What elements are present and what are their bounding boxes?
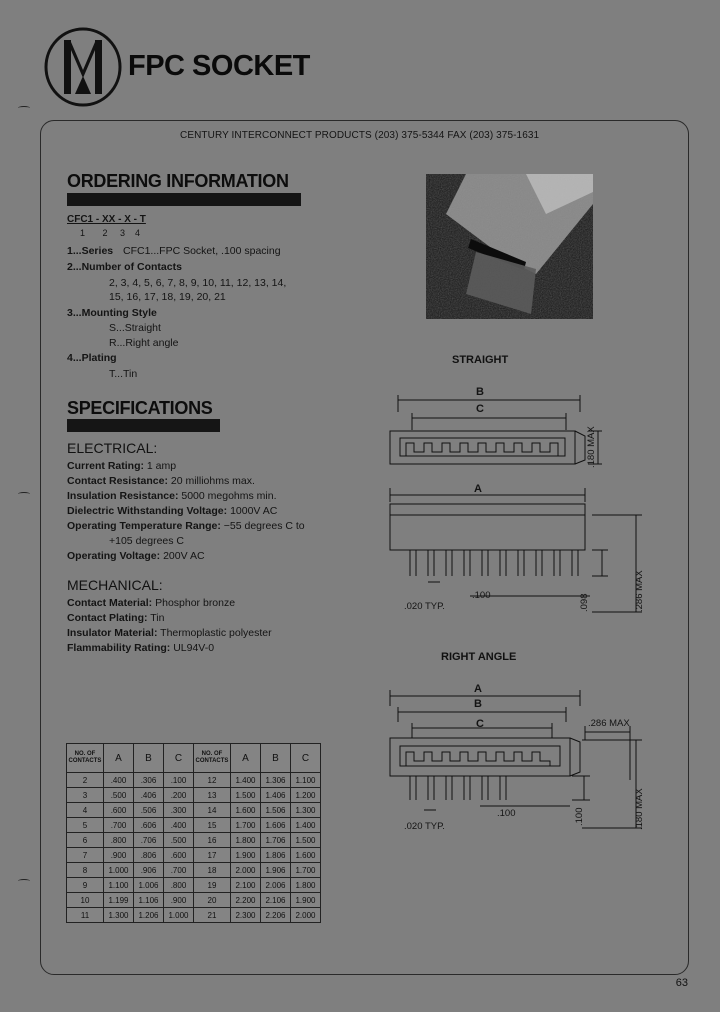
table-cell: 1.400 [291,818,321,833]
table-cell: 1.906 [261,863,291,878]
binder-mark [18,879,30,883]
table-row [67,908,321,923]
table-row [67,878,321,893]
table-cell: .906 [134,863,164,878]
table-cell: .306 [134,773,164,788]
straight-diagram [380,382,650,622]
mechanical-heading: MECHANICAL: [67,577,163,593]
table-cell: 1.200 [291,788,321,803]
table-cell: 1.100 [104,878,134,893]
table-cell: 1.700 [231,818,261,833]
table-cell: .806 [134,848,164,863]
electrical-heading: ELECTRICAL: [67,440,158,456]
table-cell: 1.806 [261,848,291,863]
series-value: CFC1...FPC Socket, .100 spacing [123,245,281,257]
table-cell: .800 [104,833,134,848]
straight-dim-height: .180 MAX [586,426,597,468]
table-cell: 2 [67,773,104,788]
table-cell: 2.000 [291,908,321,923]
table-cell: 1.006 [134,878,164,893]
spec-contact-material: Contact Material: Phosphor bronze [67,597,236,609]
table-cell: 18 [194,863,231,878]
table-cell: 11 [67,908,104,923]
spec-dielectric-voltage: Dielectric Withstanding Voltage: 1000V AC [67,505,278,517]
table-header-cell: C [164,744,194,773]
spec-operating-temperature: Operating Temperature Range: −55 degrees C to [67,520,305,532]
table-cell: .300 [164,803,194,818]
ordering-heading: ORDERING INFORMATION [67,171,289,191]
table-cell: .900 [164,893,194,908]
table-cell: 8 [67,863,104,878]
ordering-underline-bar [67,193,301,206]
spec-operating-voltage: Operating Voltage: 200V AC [67,550,205,562]
table-cell: 1.800 [291,878,321,893]
table-cell: 1.606 [261,818,291,833]
straight-dim-c: C [476,403,484,415]
table-cell: 1.100 [291,773,321,788]
plating-tin: T...Tin [109,368,138,380]
table-cell: 1.300 [291,803,321,818]
table-cell: 14 [194,803,231,818]
table-cell: 1.700 [291,863,321,878]
contacts-list-2: 15, 16, 17, 18, 19, 20, 21 [109,291,226,303]
table-cell: .200 [164,788,194,803]
table-cell: 1.300 [104,908,134,923]
table-cell: .606 [134,818,164,833]
straight-dim-pitch-typ: .020 TYP. [404,601,445,612]
table-cell: 20 [194,893,231,908]
table-header-cell: NO. OF CONTACTS [67,744,104,773]
table-row [67,818,321,833]
table-cell: 7 [67,848,104,863]
table-cell: 1.000 [164,908,194,923]
table-row [67,803,321,818]
mounting-straight: S...Straight [109,322,161,334]
straight-diagram-title: STRAIGHT [452,354,509,366]
spec-contact-resistance: Contact Resistance: 20 milliohms max. [67,475,255,487]
table-cell: 1.600 [231,803,261,818]
part-code-numbers: 1 2 3 4 [80,228,141,238]
specifications-underline-bar [67,419,220,432]
contacts-list-1: 2, 3, 4, 5, 6, 7, 8, 9, 10, 11, 12, 13, 14, [109,277,287,289]
table-cell: .600 [104,803,134,818]
company-logo-icon [42,26,124,108]
table-cell: 13 [194,788,231,803]
table-cell: 1.306 [261,773,291,788]
table-cell: .800 [164,878,194,893]
table-cell: .500 [164,833,194,848]
right-angle-diagram-title: RIGHT ANGLE [441,651,517,663]
table-cell: 1.506 [261,803,291,818]
spec-insulation-resistance: Insulation Resistance: 5000 megohms min. [67,490,277,502]
binder-mark [18,492,30,496]
mounting-right-angle: R...Right angle [109,337,179,349]
table-cell: 10 [67,893,104,908]
table-cell: 1.706 [261,833,291,848]
right-angle-dim-depth: .286 MAX [588,718,630,729]
table-header-cell: A [104,744,134,773]
table-header-row [67,744,321,773]
right-angle-dim-a: A [474,683,482,695]
table-header-cell: A [231,744,261,773]
straight-dim-total-height: .286 MAX [634,570,645,612]
table-cell: 1.199 [104,893,134,908]
table-header-cell: C [291,744,321,773]
table-cell: 2.206 [261,908,291,923]
dimensions-table [66,743,321,923]
product-photo [426,174,593,319]
table-cell: 4 [67,803,104,818]
table-row [67,848,321,863]
contacts-label: 2...Number of Contacts [67,261,182,273]
table-header-cell: B [134,744,164,773]
spec-current-rating: Current Rating: 1 amp [67,460,177,472]
table-cell: 2.000 [231,863,261,878]
table-row [67,863,321,878]
table-row [67,833,321,848]
right-angle-dim-c: C [476,718,484,730]
mounting-label: 3...Mounting Style [67,307,157,319]
table-cell: .706 [134,833,164,848]
table-cell: .506 [134,803,164,818]
table-cell: .400 [104,773,134,788]
table-cell: 1.500 [231,788,261,803]
table-cell: 2.300 [231,908,261,923]
table-cell: 1.800 [231,833,261,848]
table-cell: .700 [104,818,134,833]
right-angle-dim-pitch: .100 [497,808,516,819]
straight-dim-b: B [476,386,484,398]
straight-dim-pin-length: .098 [579,593,590,612]
company-contact-line: CENTURY INTERCONNECT PRODUCTS (203) 375-5344 FAX (203) 375-1631 [180,130,540,141]
page-number: 63 [675,977,688,989]
table-row [67,773,321,788]
table-cell: 9 [67,878,104,893]
binder-mark [18,106,30,110]
table-cell: 2.200 [231,893,261,908]
table-cell: 21 [194,908,231,923]
table-cell: 1.500 [291,833,321,848]
table-cell: 1.406 [261,788,291,803]
table-cell: 12 [194,773,231,788]
table-cell: .700 [164,863,194,878]
table-cell: .100 [164,773,194,788]
right-angle-dim-pitch-typ: .020 TYP. [404,821,445,832]
spec-insulator-material: Insulator Material: Thermoplastic polyester [67,627,272,639]
table-cell: 5 [67,818,104,833]
table-cell: .400 [164,818,194,833]
table-cell: 3 [67,788,104,803]
table-cell: 16 [194,833,231,848]
right-angle-dim-height: .180 MAX [634,788,645,830]
table-body [67,773,321,923]
page-title: FPC SOCKET [128,50,310,82]
table-cell: 2.106 [261,893,291,908]
table-cell: 6 [67,833,104,848]
straight-dim-pitch: .100 [472,590,491,601]
table-cell: 1.900 [231,848,261,863]
series-label: 1...Series [67,245,114,257]
table-cell: .600 [164,848,194,863]
right-angle-dim-b: B [474,698,482,710]
table-cell: 1.206 [134,908,164,923]
part-code: CFC1 - XX - X - T [67,214,146,225]
table-row [67,788,321,803]
table-header-cell: B [261,744,291,773]
table-cell: 19 [194,878,231,893]
specifications-heading: SPECIFICATIONS [67,398,213,418]
right-angle-dim-pin-length: .100 [574,807,585,826]
table-cell: 15 [194,818,231,833]
table-cell: 1.000 [104,863,134,878]
table-cell: 2.100 [231,878,261,893]
table-cell: 1.400 [231,773,261,788]
table-cell: .500 [104,788,134,803]
spec-operating-temperature-max: +105 degrees C [109,535,185,547]
table-header-cell: NO. OF CONTACTS [194,744,231,773]
table-cell: .406 [134,788,164,803]
table-cell: 2.006 [261,878,291,893]
table-cell: .900 [104,848,134,863]
table-cell: 1.106 [134,893,164,908]
straight-dim-a: A [474,483,482,495]
table-row [67,893,321,908]
spec-flammability-rating: Flammability Rating: UL94V-0 [67,642,215,654]
table-cell: 1.900 [291,893,321,908]
spec-contact-plating: Contact Plating: Tin [67,612,165,624]
table-cell: 17 [194,848,231,863]
table-cell: 1.600 [291,848,321,863]
plating-label: 4...Plating [67,352,117,364]
